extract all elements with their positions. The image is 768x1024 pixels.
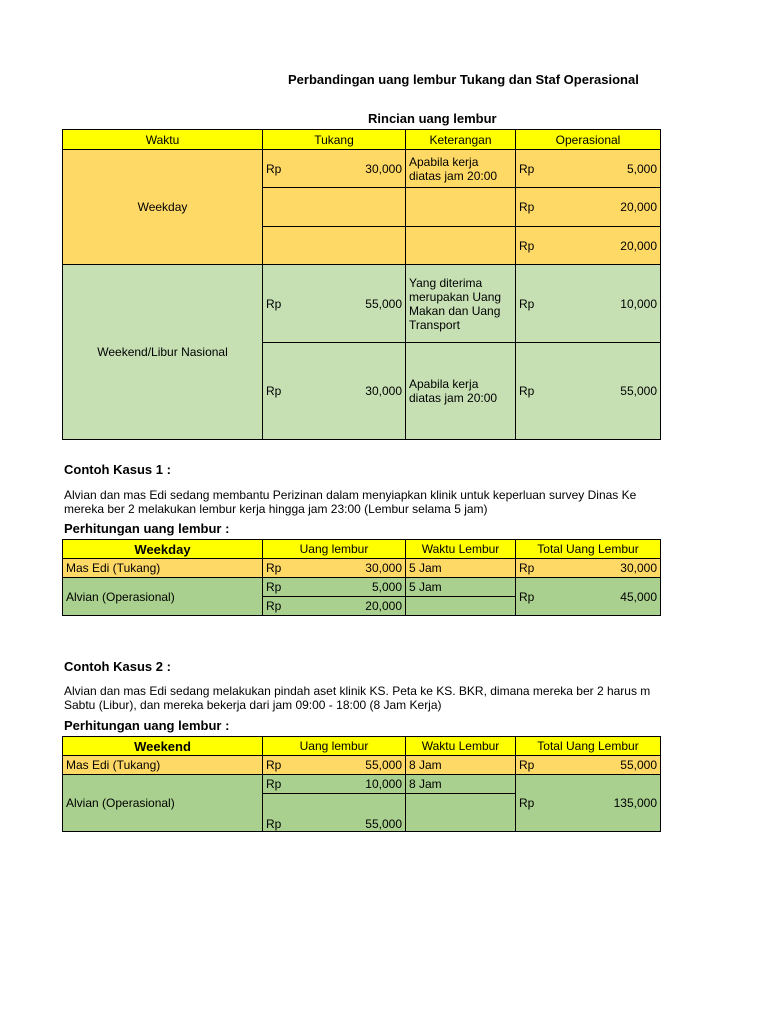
total-cell: [516, 559, 661, 578]
tukang-value: 55,000: [365, 296, 402, 311]
table-row: [63, 150, 661, 188]
header-operasional: Operasional: [516, 130, 661, 150]
kasus2-header-row: [63, 737, 661, 756]
waktu-cell: 5 Jam: [406, 559, 516, 578]
uang-cell: [263, 559, 406, 578]
kasus2-heading: Contoh Kasus 2 :: [64, 659, 171, 674]
tukang-value: 30,000: [365, 161, 402, 176]
table-row: [63, 756, 661, 775]
kasus1-header-row: [63, 540, 661, 559]
currency-label: Rp: [519, 758, 535, 772]
keterangan-cell: Apabila kerja diatas jam 20:00: [406, 150, 516, 188]
weekend-label: Weekend/Libur Nasional: [63, 265, 263, 440]
kasus2-description: [64, 684, 724, 712]
uang-cell: [263, 775, 406, 794]
header-tukang: Tukang: [263, 130, 406, 150]
currency-label: Rp: [266, 599, 282, 613]
alvian-label: Alvian (Operasional): [63, 775, 263, 832]
table-row: [63, 265, 661, 343]
edi-label: Mas Edi (Tukang): [63, 756, 263, 775]
operasional-cell: [516, 265, 661, 343]
operasional-cell: [516, 343, 661, 440]
uang-cell: [263, 597, 406, 616]
header-keterangan: Keterangan: [406, 130, 516, 150]
header-waktu-lembur: Waktu Lembur: [406, 540, 516, 559]
currency-label: Rp: [266, 817, 282, 831]
total-value: 135,000: [613, 796, 657, 810]
tukang-cell: [263, 227, 406, 265]
total-value: 45,000: [620, 589, 657, 604]
alvian-label: Alvian (Operasional): [63, 578, 263, 616]
uang-value: 55,000: [365, 758, 402, 772]
currency-label: Rp: [519, 561, 535, 575]
currency-label: Rp: [519, 161, 535, 176]
kasus1-table: [62, 539, 661, 616]
operasional-value: 10,000: [620, 296, 657, 311]
document-title-text: Perbandingan uang lembur Tukang dan Staf Operasional: [288, 72, 639, 87]
weekday-label: Weekday: [63, 150, 263, 265]
kasus1-line1: Alvian dan mas Edi sedang membantu Perizinan dalam menyiapkan klinik untuk keperluan survey Dinas Ke: [64, 488, 637, 502]
total-cell: [516, 756, 661, 775]
uang-value: 5,000: [371, 580, 402, 594]
currency-label: Rp: [266, 758, 282, 772]
operasional-cell: [516, 150, 661, 188]
tukang-cell: [263, 343, 406, 440]
header-total: Total Uang Lembur: [516, 737, 661, 756]
header-total: Total Uang Lembur: [516, 540, 661, 559]
kasus2-table: [62, 736, 661, 832]
total-cell: [516, 578, 661, 616]
uang-value: 20,000: [365, 599, 402, 613]
waktu-cell: [406, 597, 516, 616]
header-uang-lembur: Uang lembur: [263, 737, 406, 756]
keterangan-cell: Apabila kerja diatas jam 20:00: [406, 343, 516, 440]
waktu-cell: [406, 794, 516, 832]
tukang-cell: [263, 188, 406, 227]
kasus1-description: [64, 488, 724, 516]
tukang-value: 30,000: [365, 384, 402, 398]
total-value: 30,000: [620, 561, 657, 575]
uang-value: 30,000: [365, 561, 402, 575]
currency-label: Rp: [519, 589, 535, 604]
rincian-subtitle: Rincian uang lembur: [368, 111, 497, 126]
kasus2-line2: Sabtu (Libur), dan mereka bekerja dari jam 09:00 - 18:00 (8 Jam Kerja): [64, 698, 442, 712]
kasus1-heading: Contoh Kasus 1 :: [64, 462, 171, 477]
currency-label: Rp: [266, 777, 282, 791]
uang-value: 10,000: [365, 777, 402, 791]
header-weekday: Weekday: [63, 540, 263, 559]
currency-label: Rp: [266, 561, 282, 575]
uang-cell: [263, 794, 406, 832]
waktu-cell: 8 Jam: [406, 756, 516, 775]
table-row: [63, 775, 661, 794]
currency-label: Rp: [519, 238, 535, 253]
keterangan-cell: [406, 227, 516, 265]
keterangan-cell: [406, 188, 516, 227]
rincian-header-row: [63, 130, 661, 150]
operasional-value: 20,000: [620, 200, 657, 214]
tukang-cell: [263, 265, 406, 343]
uang-cell: [263, 578, 406, 597]
header-waktu-lembur: Waktu Lembur: [406, 737, 516, 756]
header-uang-lembur: Uang lembur: [263, 540, 406, 559]
waktu-cell: 8 Jam: [406, 775, 516, 794]
keterangan-cell: Yang diterima merupakan Uang Makan dan Uang Transport: [406, 265, 516, 343]
kasus1-calc-heading: Perhitungan uang lembur :: [64, 521, 230, 536]
uang-value: 55,000: [365, 817, 402, 831]
waktu-cell: 5 Jam: [406, 578, 516, 597]
rincian-table: [62, 129, 661, 440]
operasional-cell: [516, 227, 661, 265]
currency-label: Rp: [266, 580, 282, 594]
currency-label: Rp: [519, 296, 535, 311]
currency-label: Rp: [266, 296, 282, 311]
tukang-cell: [263, 150, 406, 188]
operasional-value: 5,000: [626, 161, 657, 176]
kasus2-line1: Alvian dan mas Edi sedang melakukan pindah aset klinik KS. Peta ke KS. BKR, dimana mereka ber 2 harus m: [64, 684, 651, 698]
uang-cell: [263, 756, 406, 775]
currency-label: Rp: [266, 161, 282, 176]
total-value: 55,000: [620, 758, 657, 772]
edi-label: Mas Edi (Tukang): [63, 559, 263, 578]
header-waktu: Waktu: [63, 130, 263, 150]
currency-label: Rp: [266, 384, 282, 398]
total-cell: [516, 775, 661, 832]
header-weekend: Weekend: [63, 737, 263, 756]
operasional-value: 20,000: [620, 238, 657, 253]
currency-label: Rp: [519, 796, 535, 810]
kasus1-line2: mereka ber 2 melakukan lembur kerja hingga jam 23:00 (Lembur selama 5 jam): [64, 502, 488, 516]
operasional-cell: [516, 188, 661, 227]
operasional-value: 55,000: [620, 384, 657, 398]
table-row: [63, 559, 661, 578]
currency-label: Rp: [519, 200, 535, 214]
currency-label: Rp: [519, 384, 535, 398]
table-row: [63, 578, 661, 597]
kasus2-calc-heading: Perhitungan uang lembur :: [64, 718, 230, 733]
